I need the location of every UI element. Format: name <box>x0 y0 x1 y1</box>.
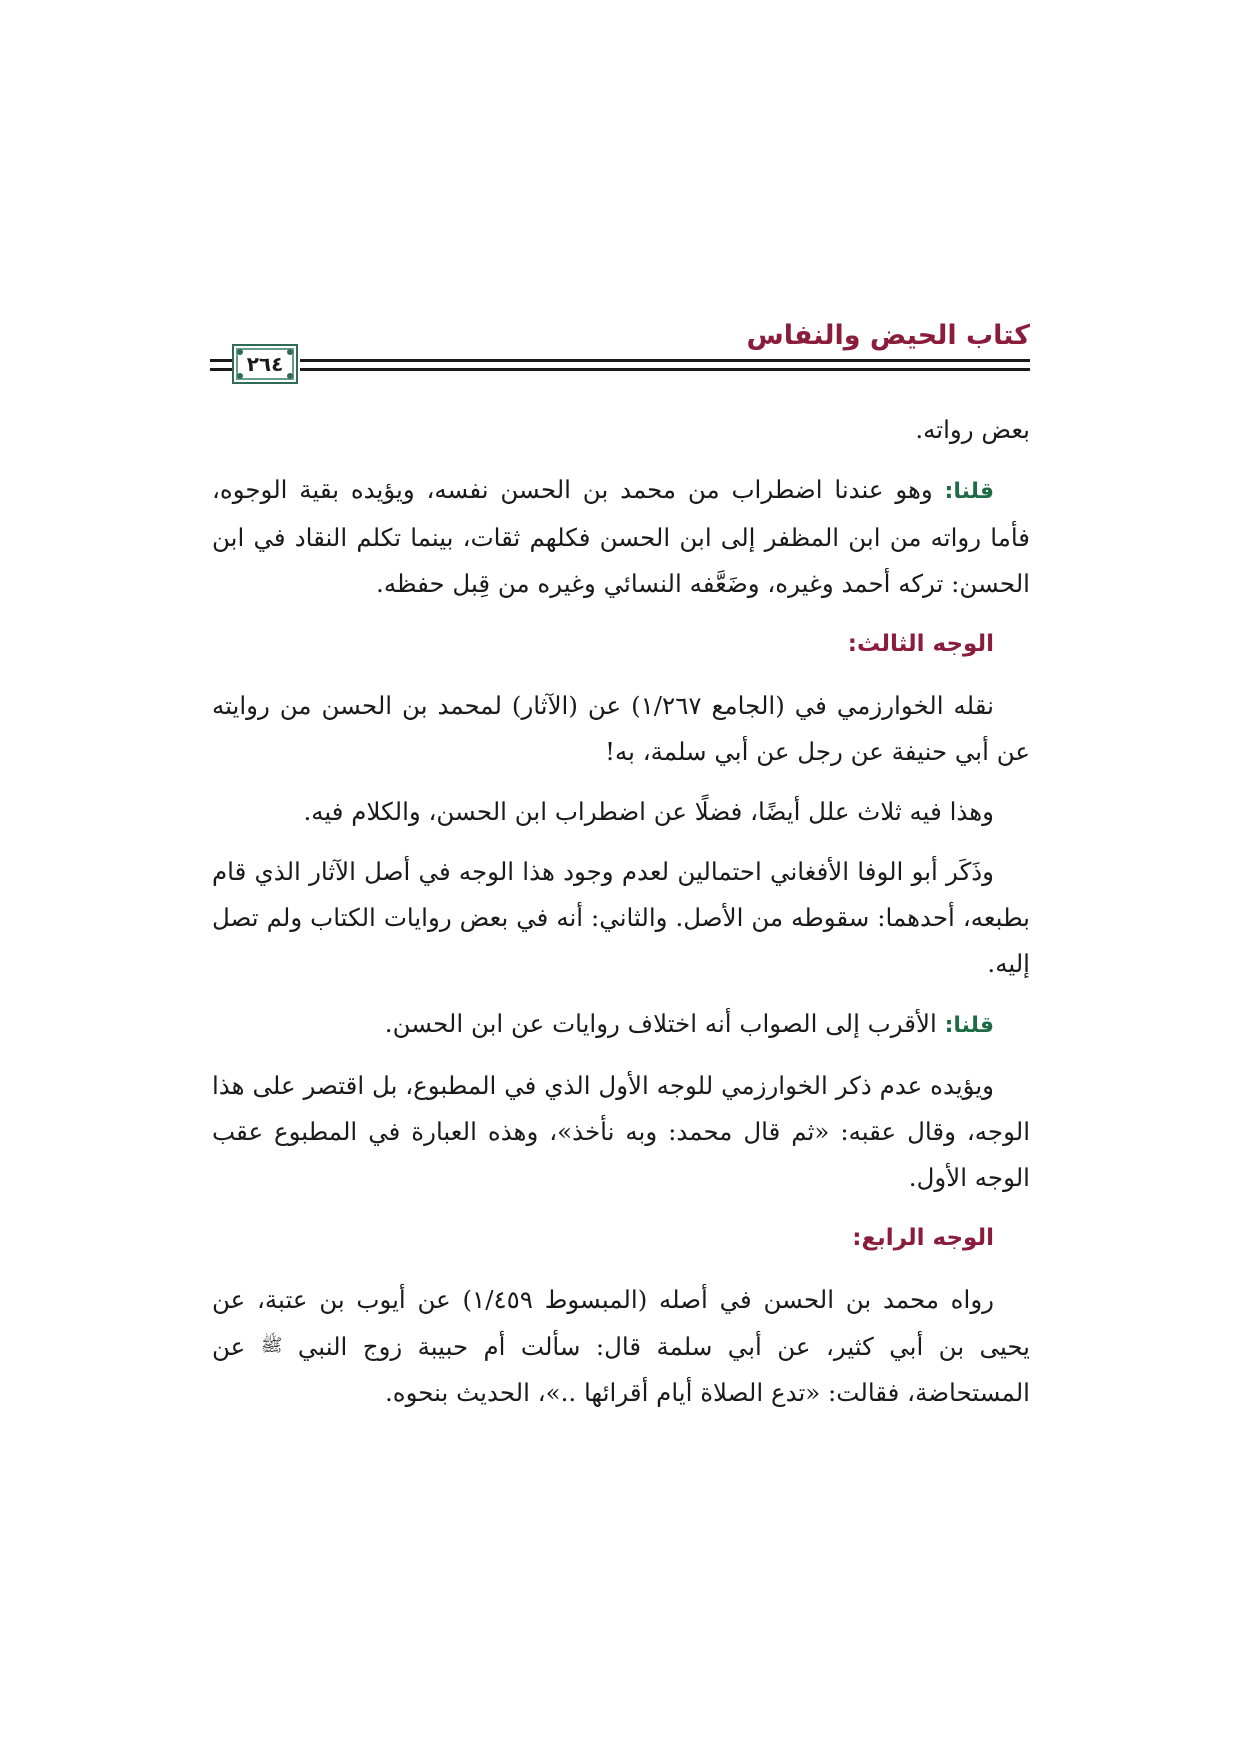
paragraph <box>212 467 1030 607</box>
paragraph-text: عن المستحاضة، فقالت: «تدع الصلاة أيام أقرائها ..»، الحديث بنحوه. <box>212 1332 1030 1407</box>
page-number: ٢٦٤ <box>246 352 284 376</box>
section-heading: الوجه الثالث: <box>847 631 994 657</box>
header-rule-left-bottom <box>210 368 232 371</box>
lead-label: قلنا: <box>944 1013 994 1038</box>
salawat-glyph: ﷺ <box>260 1335 283 1356</box>
paragraph: ويؤيده عدم ذكر الخوارزمي للوجه الأول الذي في المطبوع، بل اقتصر على هذا الوجه، وقال عقبه: «ثم قال محمد: وبه نأخذ»، وهذه العبارة في المطبوع عقب الوجه الأول. <box>212 1071 1030 1192</box>
ornament-dot <box>237 349 243 355</box>
page-header <box>210 318 1030 388</box>
ornament-dot <box>287 349 293 355</box>
section-heading: الوجه الرابع: <box>852 1225 994 1251</box>
paragraph-text: الأقرب إلى الصواب أنه اختلاف روايات عن ابن الحسن. <box>384 1009 937 1038</box>
paragraph <box>212 1277 1030 1416</box>
paragraph: وذَكَر أبو الوفا الأفغاني احتمالين لعدم وجود هذا الوجه في أصل الآثار الذي قام بطبعه، أحدهما: سقوطه من الأصل. والثاني: أنه في بعض روايات الكتاب ولم تصل إليه. <box>212 857 1030 978</box>
header-rule-left-top <box>210 359 232 362</box>
header-rule-bottom <box>300 368 1030 371</box>
header-rule-top <box>300 359 1030 362</box>
paragraph-text: وهو عندنا اضطراب من محمد بن الحسن نفسه، ويؤيده بقية الوجوه، فأما رواته من ابن المظفر إلى ابن الحسن فكلهم ثقات، بينما تكلم النقاد في ابن الحسن: تركه أحمد وغيره، وضَعَّفه النسائي وغيره من قِبل حفظه. <box>212 475 1030 598</box>
paragraph: وهذا فيه ثلاث علل أيضًا، فضلًا عن اضطراب ابن الحسن، والكلام فيه. <box>303 797 994 826</box>
ornament-dot <box>287 373 293 379</box>
book-title: كتاب الحيض والنفاس <box>746 320 1030 351</box>
paragraph-text: رواه محمد بن الحسن في أصله (المبسوط ١/٤٥٩) عن أيوب بن عتبة، عن يحيى بن أبي كثير، عن أبي سلمة قال: سألت أم حبيبة زوج النبي <box>212 1285 1031 1361</box>
paragraph: بعض رواته. <box>915 415 1030 444</box>
lead-label: قلنا: <box>944 479 994 504</box>
page-number-badge <box>232 344 298 384</box>
paragraph: نقله الخوارزمي في (الجامع ١/٢٦٧) عن (الآثار) لمحمد بن الحسن من روايته عن أبي حنيفة عن رجل عن أبي سلمة، به! <box>212 691 1030 766</box>
paragraph <box>212 1001 1030 1049</box>
page-body <box>212 407 1030 1430</box>
ornament-dot <box>237 373 243 379</box>
